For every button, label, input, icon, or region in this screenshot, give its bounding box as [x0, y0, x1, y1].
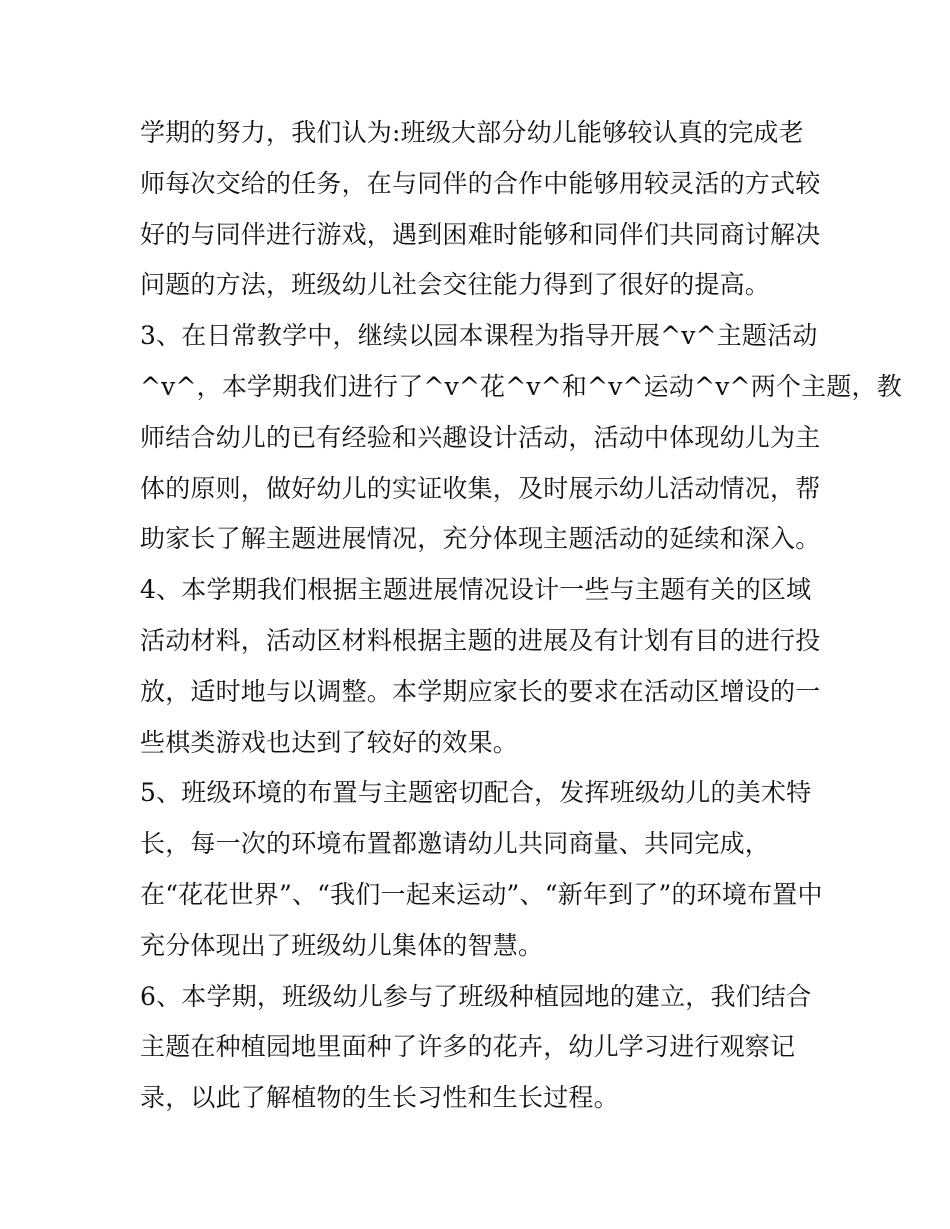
- text-line: 放，适时地与以调整。本学期应家长的要求在活动区增设的一: [140, 676, 821, 706]
- text-line: 好的与同伴进行游戏，遇到困难时能够和同伴们共同商讨解决: [140, 219, 821, 249]
- text-line: 长，每一次的环境布置都邀请幼儿共同商量、共同完成，: [140, 829, 771, 859]
- text-line: 充分体现出了班级幼儿集体的智慧。: [140, 930, 544, 960]
- text-line: 师每次交给的任务，在与同伴的合作中能够用较灵活的方式较: [140, 168, 821, 198]
- text-line: 些棋类游戏也达到了较好的效果。: [140, 727, 519, 757]
- text-line: 6、本学期，班级幼儿参与了班级种植园地的建立，我们结合: [140, 981, 812, 1011]
- text-line: 3、在日常教学中，继续以园本课程为指导开展^v^主题活动: [140, 321, 818, 351]
- text-line: 5、班级环境的布置与主题密切配合，发挥班级幼儿的美术特: [140, 778, 812, 808]
- document-body: [140, 108, 902, 1124]
- text-line: 助家长了解主题进展情况，充分体现主题活动的延续和深入。: [140, 524, 821, 554]
- text-line: 师结合幼儿的已有经验和兴趣设计活动，活动中体现幼儿为主: [140, 422, 821, 452]
- text-line: 4、本学期我们根据主题进展情况设计一些与主题有关的区域: [140, 575, 812, 605]
- text-line: 录，以此了解植物的生长习性和生长过程。: [140, 1083, 619, 1113]
- text-line: 学期的努力，我们认为:班级大部分幼儿能够较认真的完成老: [140, 118, 804, 147]
- text-line: 活动材料，活动区材料根据主题的进展及有计划有目的进行投: [140, 625, 821, 655]
- text-line: ^v^，本学期我们进行了^v^花^v^和^v^运动^v^两个主题，教: [140, 371, 902, 401]
- text-line: 问题的方法，班级幼儿社会交往能力得到了很好的提高。: [140, 270, 771, 300]
- text-line: 在“花花世界”、“我们一起来运动”、“新年到了”的环境布置中: [140, 879, 823, 909]
- text-line: 主题在种植园地里面种了许多的花卉，幼儿学习进行观察记: [140, 1032, 796, 1062]
- text-line: 体的原则，做好幼儿的实证收集，及时展示幼儿活动情况，帮: [140, 473, 821, 503]
